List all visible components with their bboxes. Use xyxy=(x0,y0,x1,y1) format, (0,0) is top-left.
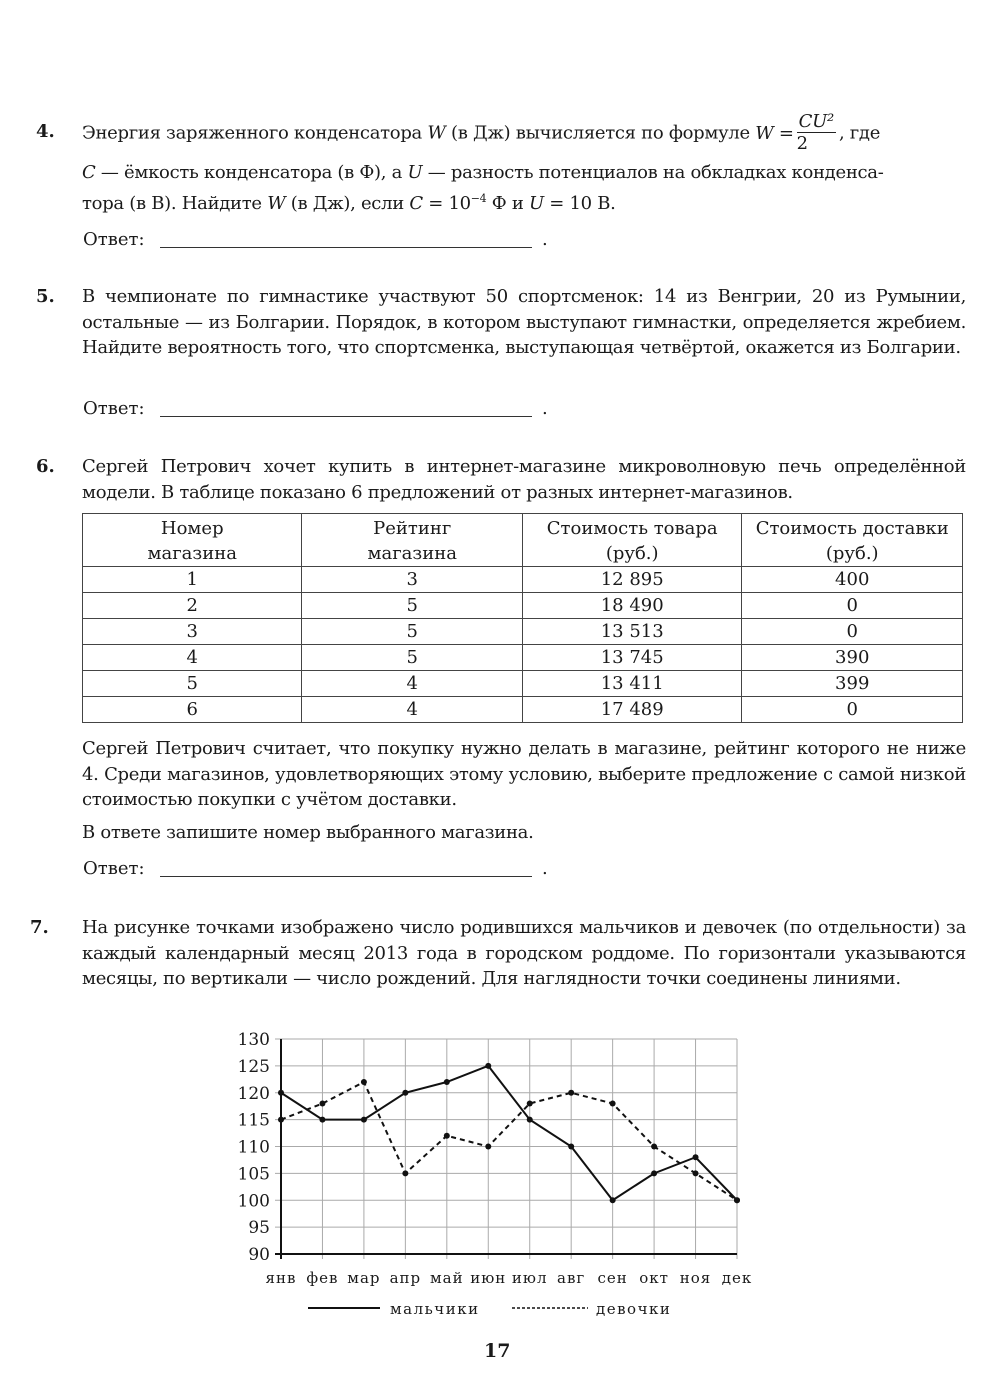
data-point xyxy=(610,1101,616,1107)
table-row: 5 4 13 411 399 xyxy=(83,671,963,697)
data-point xyxy=(568,1090,574,1096)
y-tick-label: 90 xyxy=(248,1245,270,1265)
data-point xyxy=(361,1117,367,1123)
legend-boys-label: мальчики xyxy=(390,1300,480,1318)
y-tick-label: 100 xyxy=(237,1191,270,1212)
y-tick-label: 105 xyxy=(237,1164,270,1185)
task-7-number: 7. xyxy=(30,917,49,938)
data-point xyxy=(527,1117,533,1123)
data-point xyxy=(485,1063,491,1069)
y-tick-label: 110 xyxy=(237,1137,270,1158)
data-point xyxy=(444,1133,450,1139)
table-row: 4 5 13 745 390 xyxy=(83,645,963,671)
shops-table xyxy=(82,513,963,723)
table-row: 2 5 18 490 0 xyxy=(83,593,963,619)
x-tick-label: фев xyxy=(306,1269,339,1287)
data-point xyxy=(444,1079,450,1085)
column-header-price: Стоимость товара (руб.) xyxy=(522,514,742,567)
data-point xyxy=(568,1144,574,1150)
column-header-shop-number: Номер магазина xyxy=(83,514,302,567)
y-tick-label: 120 xyxy=(237,1083,270,1104)
data-point xyxy=(402,1170,408,1176)
task-4-answer-period: . xyxy=(542,229,548,250)
table-row: 3 5 13 513 0 xyxy=(83,619,963,645)
task-6-number: 6. xyxy=(36,456,55,477)
data-point xyxy=(278,1117,284,1123)
girls-line xyxy=(281,1082,737,1200)
y-tick-label: 115 xyxy=(237,1110,270,1131)
legend-girls-label: девочки xyxy=(596,1300,672,1318)
table-row: 6 4 17 489 0 xyxy=(83,697,963,723)
task-4-answer-label: Ответ: xyxy=(83,229,145,250)
task-7-text: На рисунке точками изображено число родившихся мальчиков и девочек (по отдельности) за каждый календарный месяц 2013 года в городском роддоме. По горизонтали указываются месяцы, по вертикали — число рождений. Для наглядности точки соединены линиями. xyxy=(82,917,966,989)
data-point xyxy=(319,1101,325,1107)
x-tick-label: янв xyxy=(265,1269,297,1287)
task-4-number: 4. xyxy=(36,121,55,142)
data-point xyxy=(610,1197,616,1203)
page-number: 17 xyxy=(484,1340,511,1362)
x-tick-label: июл xyxy=(511,1269,548,1287)
task-5-answer-label: Ответ: xyxy=(83,398,145,419)
formula: W = $\frac{\text{CU²}}{2}$ xyxy=(755,111,834,154)
data-point xyxy=(361,1079,367,1085)
column-header-rating: Рейтинг магазина xyxy=(302,514,522,567)
data-point xyxy=(278,1090,284,1096)
x-tick-label: дек xyxy=(721,1269,753,1287)
data-point xyxy=(319,1117,325,1123)
x-tick-label: мар xyxy=(347,1269,381,1287)
task-5-number: 5. xyxy=(36,286,55,307)
data-point xyxy=(693,1170,699,1176)
task-6-intro: Сергей Петрович хочет купить в интернет-магазине микроволновую печь определённой модели. В таблице показано 6 предложений от разных интернет-магазинов. xyxy=(82,456,966,503)
task-4-answer-field[interactable] xyxy=(160,247,532,248)
data-point xyxy=(734,1197,740,1203)
boys-line xyxy=(281,1066,737,1200)
x-tick-label: сен xyxy=(597,1269,628,1287)
data-point xyxy=(693,1154,699,1160)
data-point xyxy=(651,1170,657,1176)
x-tick-label: июн xyxy=(470,1269,507,1287)
data-point xyxy=(651,1144,657,1150)
task-6-answer-label: Ответ: xyxy=(83,858,145,879)
task-5-answer-period: . xyxy=(542,398,548,419)
task-6-answer-field[interactable] xyxy=(160,876,532,877)
data-point xyxy=(527,1101,533,1107)
column-header-delivery: Стоимость доставки (руб.) xyxy=(742,514,963,567)
task-6-instruction: В ответе запишите номер выбранного магазина. xyxy=(82,822,534,843)
task-6-condition: Сергей Петрович считает, что покупку нужно делать в магазине, рейтинг которого не ниже 4. Среди магазинов, удовлетворяющих этому условию, выберите предложение с самой низкой стоимостью покупки с учётом доставки. xyxy=(82,738,966,810)
x-tick-label: окт xyxy=(639,1269,669,1287)
y-tick-label: 125 xyxy=(237,1056,270,1077)
table-row: 1 3 12 895 400 xyxy=(83,567,963,593)
task-5-text: В чемпионате по гимнастике участвуют 50 спортсменок: 14 из Венгрии, 20 из Румынии, остальные — из Болгарии. Порядок, в котором выступают гимнастки, определяется жребием. Найдите вероятность того, что спортсменка, выступающая четвёртой, окажется из Болгарии. xyxy=(82,286,966,358)
data-point xyxy=(734,1197,740,1203)
x-tick-label: авг xyxy=(557,1269,586,1287)
y-tick-label: 130 xyxy=(237,1030,270,1050)
formula-fraction: $\frac{\text{CU²}}{2}$ xyxy=(796,111,834,154)
task-4-text: Энергия заряженного конденсатора W (в Дж) вычисляется по формуле W = $\frac{\text{CU²}}{2}$ , где C — ёмкость конденсатора (в Ф), а U — разность потенциалов на обкладках конденса- тора (в В). Найдите W (в Дж), если $C = 10^{-4}$ Ф и U = 10 В. xyxy=(82,111,884,214)
task-6-answer-period: . xyxy=(542,858,548,879)
x-tick-label: апр xyxy=(389,1269,422,1287)
data-point xyxy=(402,1090,408,1096)
data-point xyxy=(485,1144,491,1150)
task-5-answer-field[interactable] xyxy=(160,416,532,417)
x-tick-label: май xyxy=(430,1269,464,1287)
y-tick-label: 95 xyxy=(248,1218,270,1239)
table-header-row xyxy=(83,514,963,567)
x-tick-label: ноя xyxy=(679,1269,712,1287)
